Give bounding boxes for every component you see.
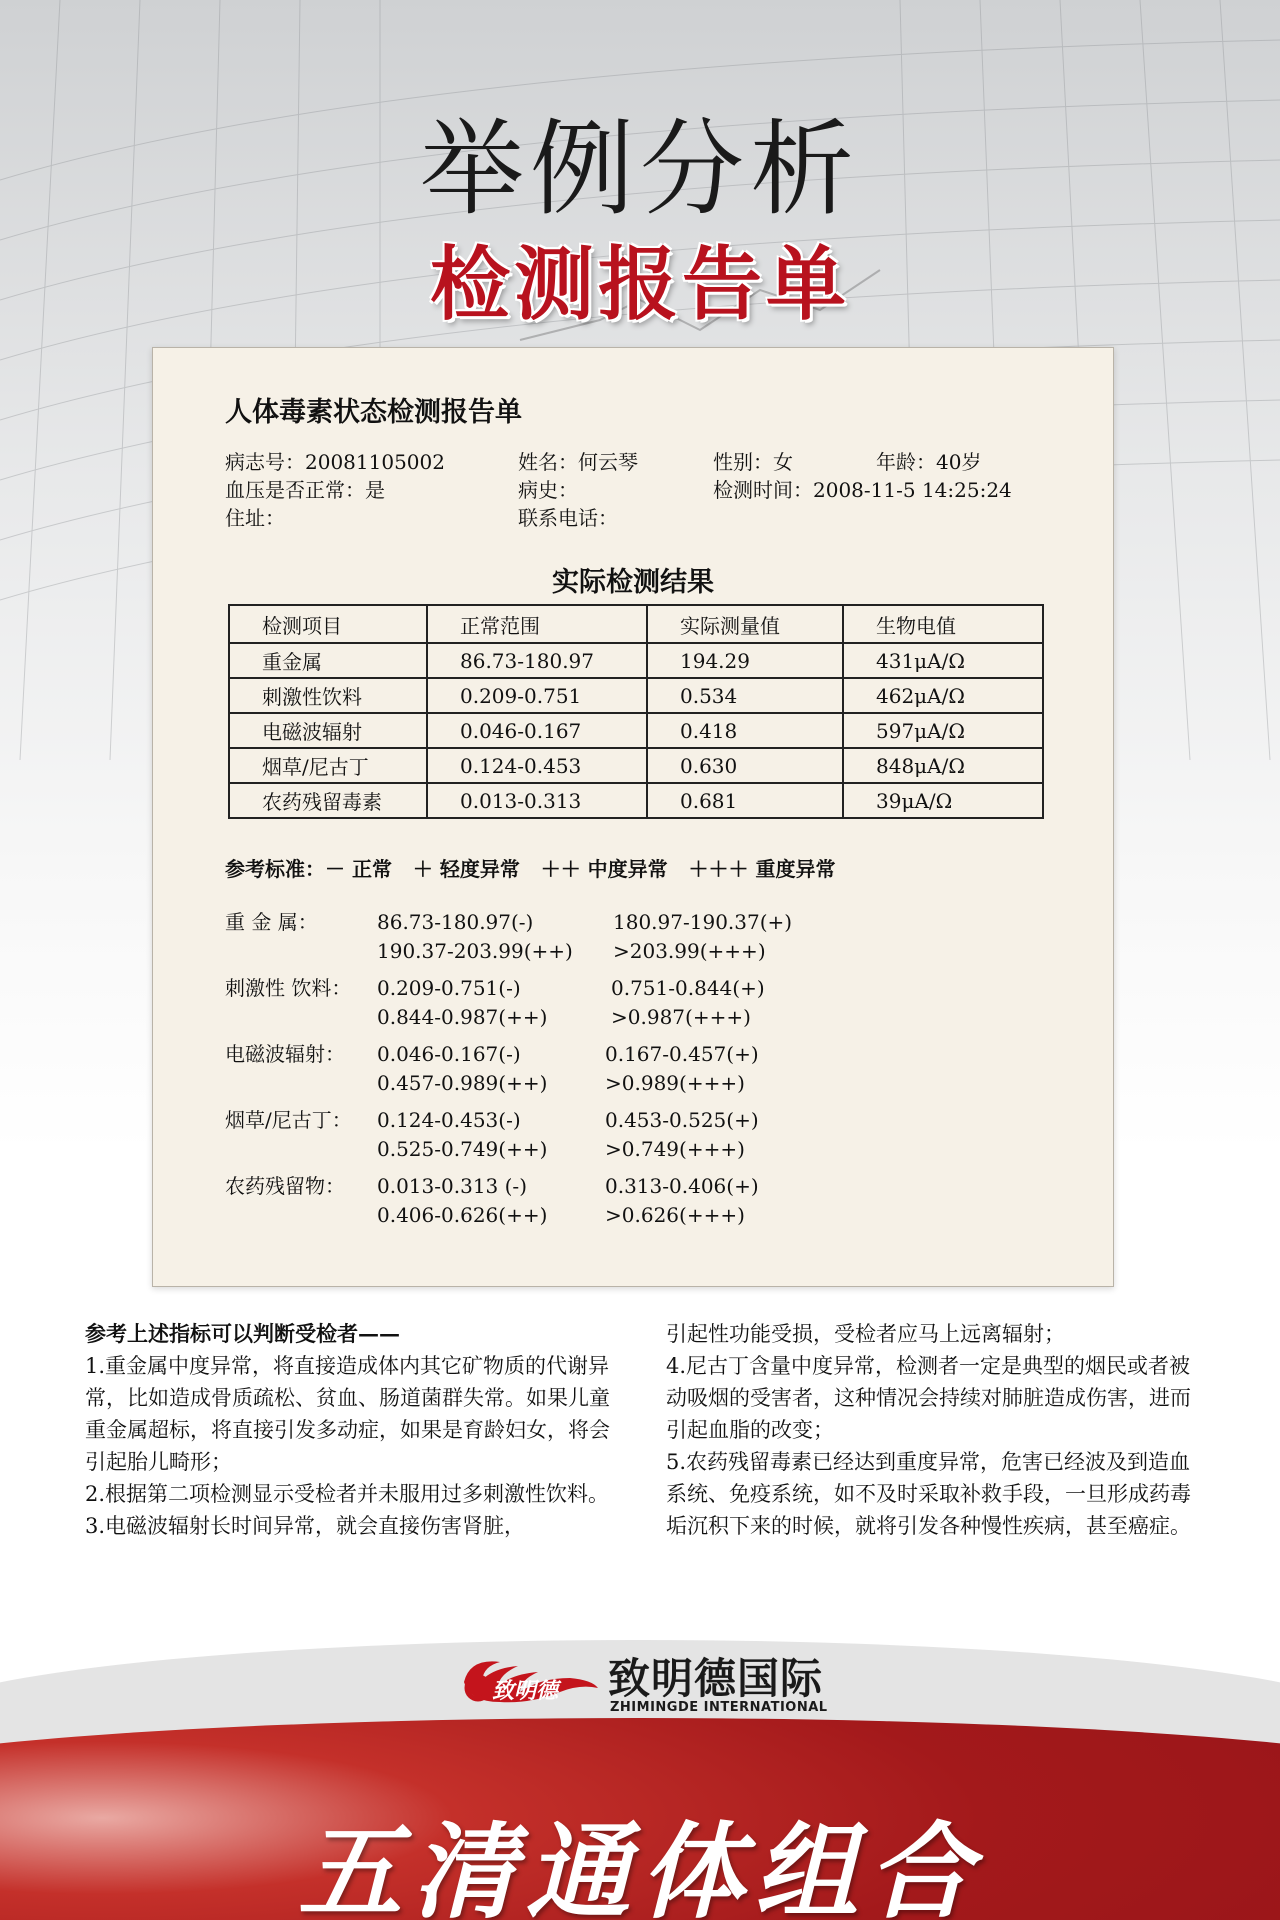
table-header-row	[229, 605, 1043, 643]
brand-footer	[0, 1640, 1280, 1920]
reference-range: >0.626(+++)	[605, 1203, 745, 1227]
note-item: 3.电磁波辐射长时间异常，就会直接伤害肾脏，	[85, 1514, 526, 1538]
patient-age: 年龄：40岁	[876, 450, 982, 474]
reference-range: 0.844-0.987(++)	[377, 1005, 548, 1029]
note-item: 引起性功能受损，受检者应马上远离辐射；	[666, 1322, 1065, 1346]
table-row	[229, 748, 1043, 783]
reference-range: 0.013-0.313 (-)	[377, 1174, 527, 1198]
reference-range: >0.989(+++)	[605, 1071, 745, 1095]
table-cell: 0.418	[647, 713, 843, 748]
reference-range: >203.99(+++)	[613, 939, 766, 963]
report-card	[152, 347, 1114, 1287]
brand-name-english: ZHIMINGDE INTERNATIONAL	[610, 1700, 828, 1715]
patient-gender: 性别：女	[713, 450, 793, 474]
case-number: 病志号：20081105002	[225, 450, 445, 474]
analysis-notes-right	[666, 1318, 1206, 1542]
table-cell: 0.124-0.453	[427, 748, 647, 783]
blood-pressure: 血压是否正常：是	[225, 478, 385, 502]
reference-label: 刺激性 饮料：	[225, 976, 352, 1000]
page-subtitle: 检测报告单	[430, 238, 850, 331]
reference-range: >0.987(+++)	[611, 1005, 751, 1029]
table-row	[229, 678, 1043, 713]
analysis-notes-left	[85, 1318, 625, 1542]
address: 住址：	[225, 506, 285, 530]
results-table	[228, 604, 1044, 819]
reference-range: 0.046-0.167(-)	[377, 1042, 521, 1066]
report-title: 人体毒素状态检测报告单	[225, 397, 522, 428]
reference-range: 0.209-0.751(-)	[377, 976, 521, 1000]
table-cell: 597μA/Ω	[843, 713, 1043, 748]
reference-label: 重 金 属：	[225, 910, 318, 934]
reference-range: 86.73-180.97(-)	[377, 910, 534, 934]
note-item: 2.根据第二项检测显示受检者并未服用过多刺激性饮料。	[85, 1482, 610, 1506]
table-cell: 电磁波辐射	[229, 713, 427, 748]
table-cell: 848μA/Ω	[843, 748, 1043, 783]
table-cell: 0.013-0.313	[427, 783, 647, 818]
column-header: 检测项目	[229, 605, 427, 643]
reference-legend: 参考标准：－ 正常 ＋ 轻度异常 ＋＋ 中度异常 ＋＋＋ 重度异常	[225, 857, 836, 881]
table-cell: 194.29	[647, 643, 843, 678]
reference-range: 190.37-203.99(++)	[377, 939, 573, 963]
reference-range: 0.457-0.989(++)	[377, 1071, 548, 1095]
table-cell: 烟草/尼古丁	[229, 748, 427, 783]
test-time: 检测时间：2008-11-5 14:25:24	[713, 478, 1012, 502]
reference-range: 0.525-0.749(++)	[377, 1137, 548, 1161]
table-row	[229, 783, 1043, 818]
results-title: 实际检测结果	[552, 567, 714, 598]
brand-name: 致明德国际	[608, 1654, 824, 1703]
patient-name: 姓名：何云琴	[518, 450, 638, 474]
table-row	[229, 643, 1043, 678]
table-cell: 0.630	[647, 748, 843, 783]
table-row	[229, 713, 1043, 748]
logo-script-text: 致明德	[492, 1678, 559, 1704]
medical-history: 病史：	[518, 478, 578, 502]
table-cell: 86.73-180.97	[427, 643, 647, 678]
reference-range: 0.167-0.457(+)	[605, 1042, 759, 1066]
reference-pesticide	[225, 1172, 1045, 1230]
phone: 联系电话：	[518, 506, 618, 530]
reference-range: 0.751-0.844(+)	[611, 976, 765, 1000]
table-cell: 0.681	[647, 783, 843, 818]
column-header: 正常范围	[427, 605, 647, 643]
reference-label: 烟草/尼古丁：	[225, 1108, 352, 1132]
brand-logo-icon	[460, 1652, 600, 1708]
table-cell: 0.534	[647, 678, 843, 713]
reference-radiation	[225, 1040, 1045, 1098]
reference-range: 0.313-0.406(+)	[605, 1174, 759, 1198]
reference-range: 0.453-0.525(+)	[605, 1108, 759, 1132]
reference-range: >0.749(+++)	[605, 1137, 745, 1161]
reference-range: 0.124-0.453(-)	[377, 1108, 521, 1132]
reference-range: 0.406-0.626(++)	[377, 1203, 548, 1227]
table-cell: 39μA/Ω	[843, 783, 1043, 818]
reference-label: 农药残留物：	[225, 1174, 345, 1198]
reference-beverage	[225, 974, 1045, 1032]
reference-heavy-metal	[225, 908, 1045, 966]
reference-range: 180.97-190.37(+)	[613, 910, 793, 934]
note-item: 4.尼古丁含量中度异常，检测者一定是典型的烟民或者被动吸烟的受害者，这种情况会持续对肺脏造成伤害，进而引起血脂的改变；	[666, 1354, 1191, 1442]
column-header: 实际测量值	[647, 605, 843, 643]
note-item: 1.重金属中度异常，将直接造成体内其它矿物质的代谢异常，比如造成骨质疏松、贫血、肠道菌群失常。如果儿童重金属超标，将直接引发多动症，如果是育龄妇女，将会引起胎儿畸形；	[85, 1354, 610, 1474]
reference-nicotine	[225, 1106, 1045, 1164]
table-cell: 重金属	[229, 643, 427, 678]
note-item: 5.农药残留毒素已经达到重度异常，危害已经波及到造血系统、免疫系统，如不及时采取补救手段，一旦形成药毒垢沉积下来的时候，就将引发各种慢性疾病，甚至癌症。	[666, 1450, 1191, 1538]
table-cell: 0.046-0.167	[427, 713, 647, 748]
notes-intro: 参考上述指标可以判断受检者——	[85, 1321, 400, 1346]
table-cell: 462μA/Ω	[843, 678, 1043, 713]
table-cell: 农药残留毒素	[229, 783, 427, 818]
table-cell: 431μA/Ω	[843, 643, 1043, 678]
product-slogan: 五清通体组合	[297, 1810, 982, 1920]
reference-label: 电磁波辐射：	[225, 1042, 345, 1066]
table-cell: 0.209-0.751	[427, 678, 647, 713]
column-header: 生物电值	[843, 605, 1043, 643]
page-title: 举例分析	[419, 108, 860, 230]
table-cell: 刺激性饮料	[229, 678, 427, 713]
